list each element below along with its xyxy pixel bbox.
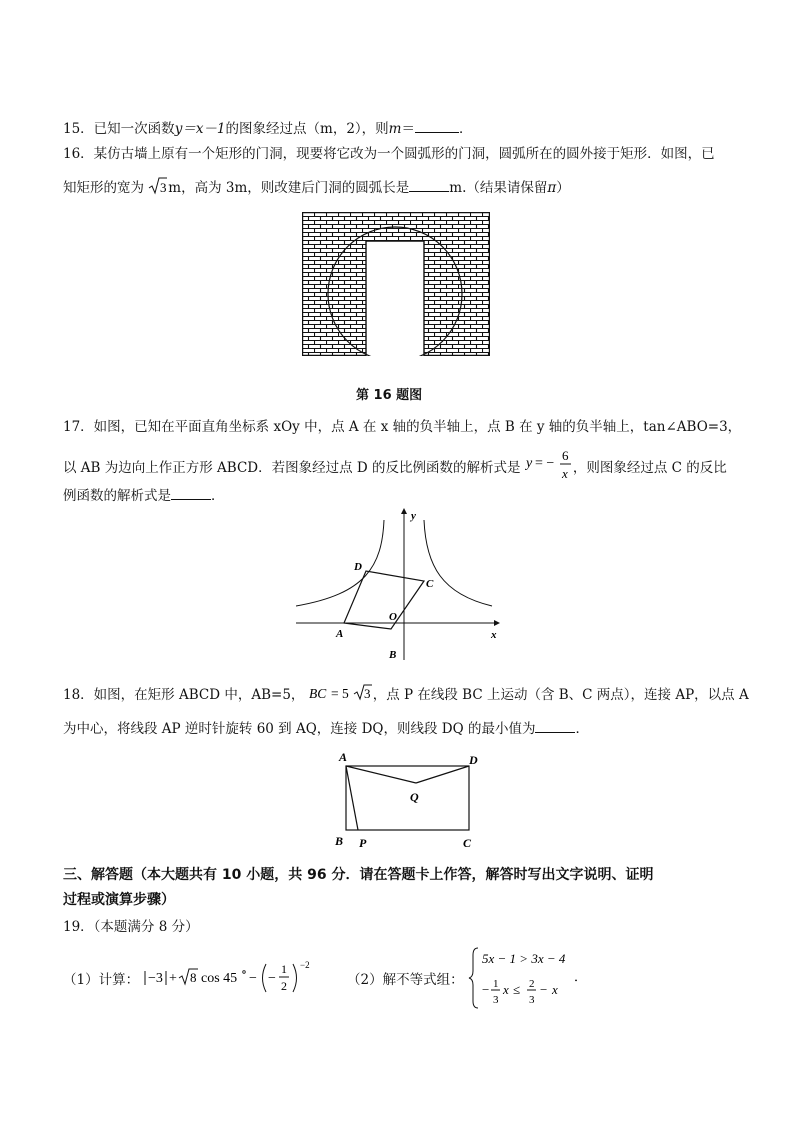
- question-16-line1: 16．某仿古墙上原有一个矩形的门洞，现要将它改为一个圆弧形的门洞，圆弧所在的圆外接于矩形．如图，已: [63, 146, 715, 162]
- segment-DQ: [416, 766, 469, 783]
- rectangle-abcd: [346, 766, 469, 830]
- svg-text:3: 3: [528, 994, 535, 1006]
- q16-text-a: 知矩形的宽为: [63, 180, 144, 196]
- svg-text:x: x: [502, 982, 509, 997]
- q18-text-a: 18．如图，在矩形 ABCD 中，AB=5，: [63, 687, 305, 703]
- q17-text-c: 例函数的解析式是: [63, 488, 171, 504]
- figure-16-caption: 第 16 题图: [356, 388, 423, 403]
- label-C: C: [463, 836, 472, 850]
- svg-text:x: x: [561, 466, 568, 481]
- svg-text:+: +: [169, 971, 178, 986]
- q15-function: y＝x－1: [174, 121, 226, 137]
- label-Q: Q: [410, 790, 419, 804]
- q15-var: m: [388, 121, 402, 137]
- q19-part1-label: （1）计算：: [63, 972, 140, 988]
- label-B: B: [335, 834, 344, 848]
- q15-text-pre: 15．已知一次函数: [63, 121, 175, 137]
- brace-left: [469, 948, 478, 1008]
- q16-text-c: m.（结果请保留: [449, 180, 548, 196]
- q17-text-d: ．: [211, 488, 225, 504]
- svg-text:−: −: [249, 971, 258, 986]
- q17-text-b: ，则图象经过点 C 的反比: [572, 460, 727, 476]
- question-17-line2: [63, 448, 727, 484]
- question-19-part2: [347, 945, 586, 1011]
- svg-text:8: 8: [190, 970, 197, 985]
- x-axis-arrow: [494, 620, 500, 626]
- label-y: y: [411, 510, 416, 522]
- svg-text:= 5: = 5: [330, 686, 349, 701]
- svg-text:−: −: [481, 982, 490, 997]
- label-O: O: [389, 611, 397, 623]
- question-15: [63, 117, 472, 137]
- svg-text:1: 1: [492, 978, 499, 990]
- q16-text-b: m，高为 3m，则改建后门洞的圆弧长是: [168, 180, 410, 196]
- label-x: x: [491, 629, 497, 641]
- question-19-part1: [63, 958, 319, 998]
- ending-period: ．: [573, 969, 586, 984]
- svg-text:1: 1: [281, 962, 288, 976]
- svg-text:−: −: [268, 971, 277, 986]
- label-A: A: [339, 750, 348, 764]
- svg-text:≤: ≤: [512, 982, 521, 997]
- svg-text:BC: BC: [308, 686, 326, 701]
- hyperbola-right: [424, 520, 492, 606]
- svg-text:3: 3: [363, 686, 371, 701]
- pi-symbol: π: [547, 180, 557, 196]
- svg-text:y: y: [525, 456, 533, 471]
- sqrt3-formula: [148, 176, 168, 196]
- question-19-header: 19．（本题满分 8 分）: [63, 919, 199, 935]
- q15-answer-blank[interactable]: [415, 118, 459, 133]
- svg-text:3: 3: [492, 994, 499, 1006]
- question-18-line1: [63, 683, 749, 703]
- figure-17-coordinate-plane: [296, 506, 502, 664]
- q15-text-post: ＝: [401, 121, 415, 137]
- question-17-line3: [63, 484, 225, 504]
- bc-length-formula: [309, 683, 373, 703]
- section-3-heading-line1: 三、解答题（本大题共有 10 小题，共 96 分．请在答题卡上作答，解答时写出文字说明、证明: [63, 867, 654, 883]
- label-A: A: [336, 628, 344, 640]
- inverse-function-formula: [525, 448, 573, 484]
- svg-text:6: 6: [561, 448, 569, 463]
- question-18-line2: [63, 717, 589, 737]
- question-17-line1: 17．如图，已知在平面直角坐标系 xOy 中，点 A 在 x 轴的负半轴上，点 B 在 y 轴的负半轴上，tan∠ABO=3，: [63, 419, 742, 435]
- label-B: B: [389, 649, 397, 661]
- q16-answer-blank[interactable]: [409, 177, 449, 192]
- svg-text:−2: −2: [300, 960, 310, 970]
- figure-16-wall: [302, 212, 490, 356]
- q18-text-b: ，点 P 在线段 BC 上运动（含 B、C 两点），连接 AP，以点 A: [372, 687, 749, 703]
- q17-answer-blank[interactable]: [171, 485, 211, 500]
- segment-AQ: [346, 766, 416, 783]
- svg-text:−: −: [539, 982, 548, 997]
- q18-text-d: ．: [575, 721, 589, 737]
- svg-text:2: 2: [281, 979, 288, 993]
- svg-text:cos 45: cos 45: [201, 971, 238, 986]
- question-16-line2: [63, 176, 570, 196]
- q15-text-mid: 的图象经过点（m，2），则: [225, 121, 389, 137]
- y-axis-arrow: [401, 508, 407, 514]
- q17-text-a: 以 AB 为边向上作正方形 ABCD．若图象经过点 D 的反比例函数的解析式是: [63, 460, 521, 476]
- label-P: P: [359, 836, 367, 850]
- label-C: C: [426, 578, 434, 590]
- svg-text:−3: −3: [148, 971, 164, 986]
- q19-inequality-system: [468, 945, 586, 1011]
- svg-text:= −: = −: [534, 456, 555, 471]
- svg-text:2: 2: [528, 978, 535, 990]
- segment-AP: [346, 766, 358, 830]
- figure-18-rectangle: [332, 746, 492, 850]
- q18-text-c: 为中心，将线段 AP 逆时针旋转 60 到 AQ，连接 DQ，则线段 DQ 的最小值为: [63, 721, 536, 737]
- radicand-3: 3: [160, 180, 167, 195]
- q19-part2-label: （2）解不等式组：: [347, 972, 464, 988]
- section-3-heading-line2: 过程或演算步骤）: [63, 892, 175, 908]
- label-D: D: [469, 753, 478, 767]
- square-abcd: [344, 571, 424, 629]
- hyperbola-left: [296, 520, 384, 606]
- svg-text:x: x: [551, 982, 558, 997]
- q19-part1-expression: [143, 958, 319, 998]
- inequality-1: 5x − 1 > 3x − 4: [481, 951, 566, 966]
- label-D: D: [354, 561, 362, 573]
- q16-text-d: ）: [556, 180, 570, 196]
- q18-answer-blank[interactable]: [535, 718, 575, 733]
- q15-text-end: ．: [458, 121, 473, 137]
